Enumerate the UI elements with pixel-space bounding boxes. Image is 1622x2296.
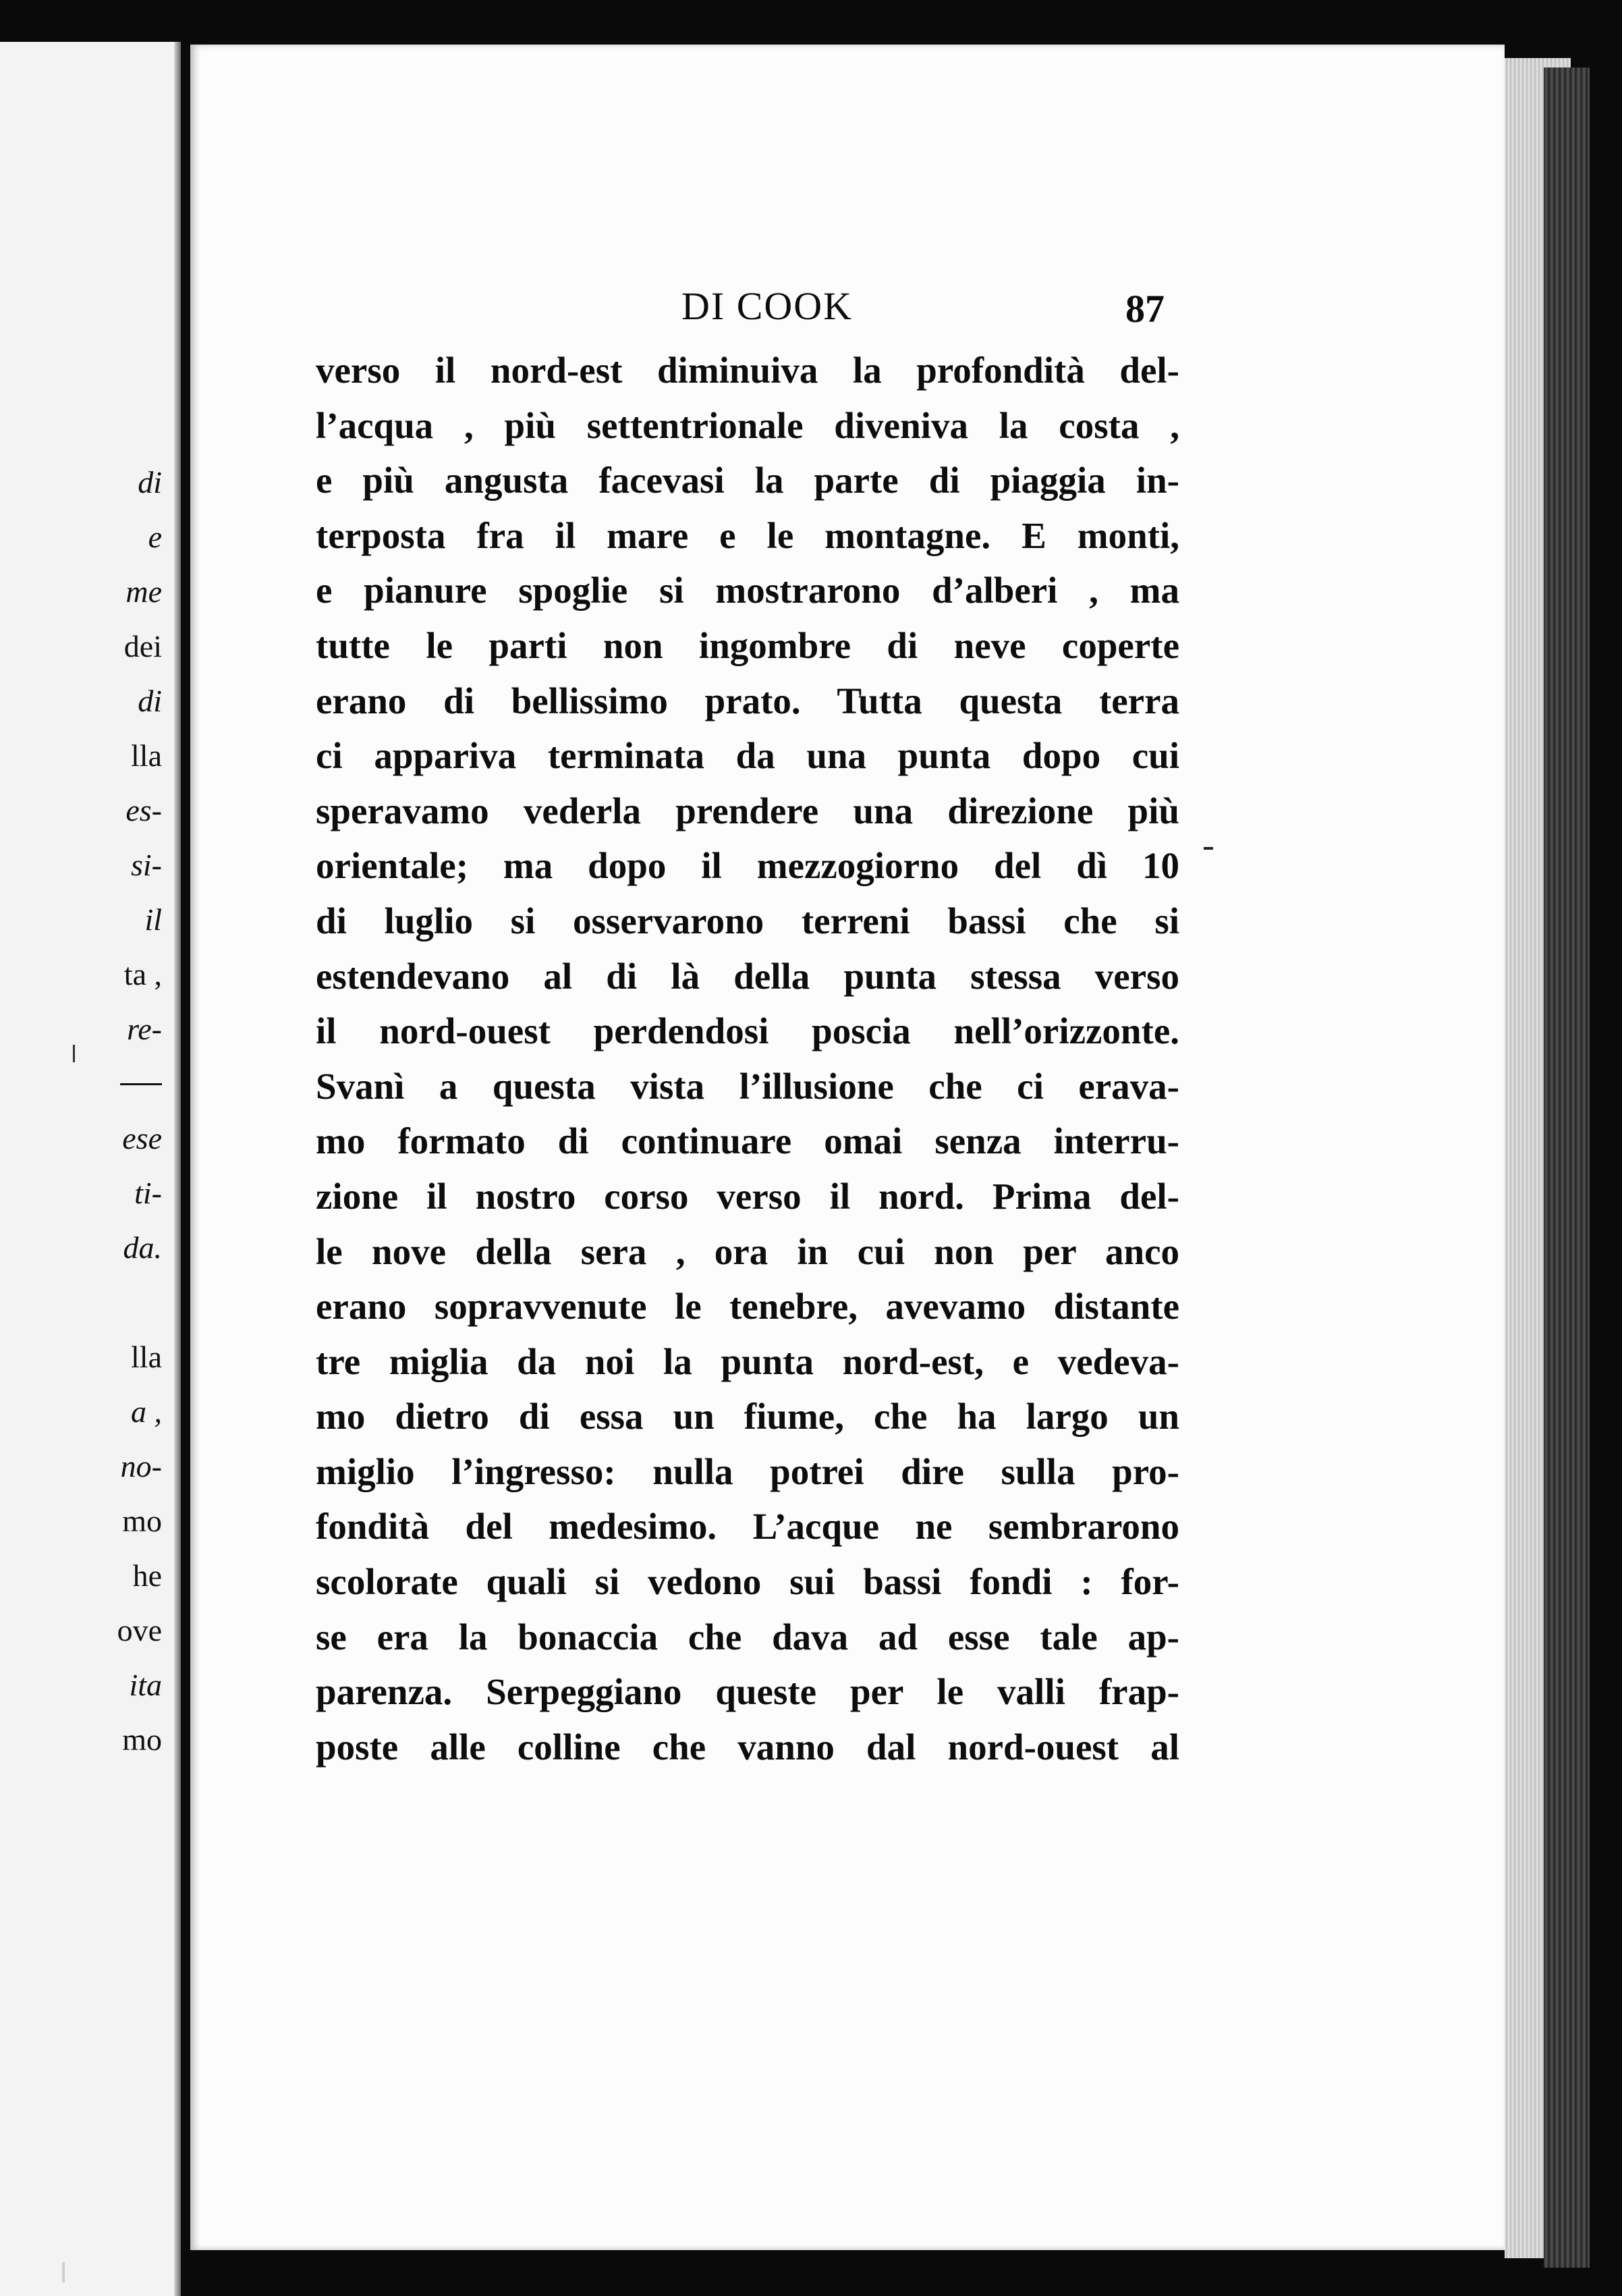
left-page-fragment: ti- [134,1176,162,1210]
left-page-fragment: mo [122,1504,162,1538]
text-line: scolorate quali si vedono sui bassi fondi : for- [316,1561,1179,1603]
left-page-gap [27,1275,162,1330]
text-line: fondità del medesimo. L’acque ne sembrarono [316,1506,1179,1548]
text-line: erano di bellissimo prato. Tutta questa terra [316,680,1179,721]
text-line: Svanì a questa vista l’illusione che ci erava- [316,1065,1179,1107]
text-line: poste alle colline che vanno dal nord-ouest al [316,1726,1179,1768]
text-line: orientale; ma dopo il mezzogiorno del dì 10 [316,845,1179,887]
left-page-fragment: dei [123,629,162,663]
text-line: tre miglia da noi la punta nord-est, e vedeva- [316,1340,1179,1382]
page-number: 87 [1125,287,1165,331]
text-line: e pianure spoglie si mostrarono d’alberi , ma [316,570,1179,611]
body-text [316,343,1179,1774]
left-page-fragment: lla [131,1340,162,1374]
text-line: l’acqua , più settentrionale diveniva la costa , [316,404,1179,446]
left-page-fragment: e [148,520,162,554]
left-page-text-fragments [27,455,162,1767]
running-head: DI COOK [681,284,854,328]
left-page-fragment: il [144,902,162,937]
text-line: miglio l’ingresso: nulla potrei dire sulla pro- [316,1450,1179,1492]
left-page-fragment: da. [123,1230,162,1265]
left-page-fragment: a , [131,1394,162,1429]
facing-page-left [0,42,181,2296]
left-page-fragment: ove [117,1613,162,1647]
text-line: erano sopravvenute le tenebre, avevamo distante [316,1286,1179,1328]
text-line: terposta fra il mare e le montagne. E monti, [316,514,1179,556]
text-line: mo formato di continuare omai senza interru- [316,1120,1179,1162]
text-line: estendevano al di là della punta stessa verso [316,955,1179,997]
text-line: le nove della sera , ora in cui non per anco [316,1230,1179,1272]
text-line: speravamo vederla prendere una direzione più [316,790,1179,831]
text-line: di luglio si osservarono terreni bassi che si [316,900,1179,941]
text-line: ci appariva terminata da una punta dopo cui [316,735,1179,777]
text-line: verso il nord-est diminuiva la profondità del- [316,350,1179,391]
left-page-fragment: ese [122,1121,162,1155]
left-page-fragment: he [132,1558,162,1593]
left-page-fragment: di [138,465,162,499]
stray-ink-mark [73,1045,75,1062]
left-page-fragment: mo [122,1722,162,1757]
text-line: tutte le parti non ingombre di neve coperte [316,624,1179,666]
book-binding [1544,67,1590,2268]
left-page-fragment: es- [125,793,162,827]
left-page-fragment: no- [120,1449,162,1483]
left-page-rule [27,1056,162,1111]
text-line: e più angusta facevasi la parte di piaggia in- [316,460,1179,501]
left-page-fragment: me [125,574,162,609]
left-page-gutter-shadow [174,42,181,2296]
left-page-fragment: ita [129,1668,162,1702]
text-line: zione il nostro corso verso il nord. Prima del- [316,1175,1179,1217]
left-page-fragment: ta , [123,957,162,991]
text-line: il nord-ouest perdendosi poscia nell’orizzonte. [316,1010,1179,1052]
text-line: parenza. Serpeggiano queste per le valli frap- [316,1671,1179,1713]
margin-dash-mark [1204,847,1213,850]
edge-mark [62,2262,65,2283]
left-page-fragment: lla [131,738,162,773]
left-page-fragment: si- [131,848,162,882]
text-line: se era la bonaccia che dava ad esse tale ap- [316,1616,1179,1658]
left-page-fragment: di [138,684,162,718]
text-line: mo dietro di essa un fiume, che ha largo un [316,1396,1179,1438]
left-page-fragment: re- [127,1012,162,1046]
